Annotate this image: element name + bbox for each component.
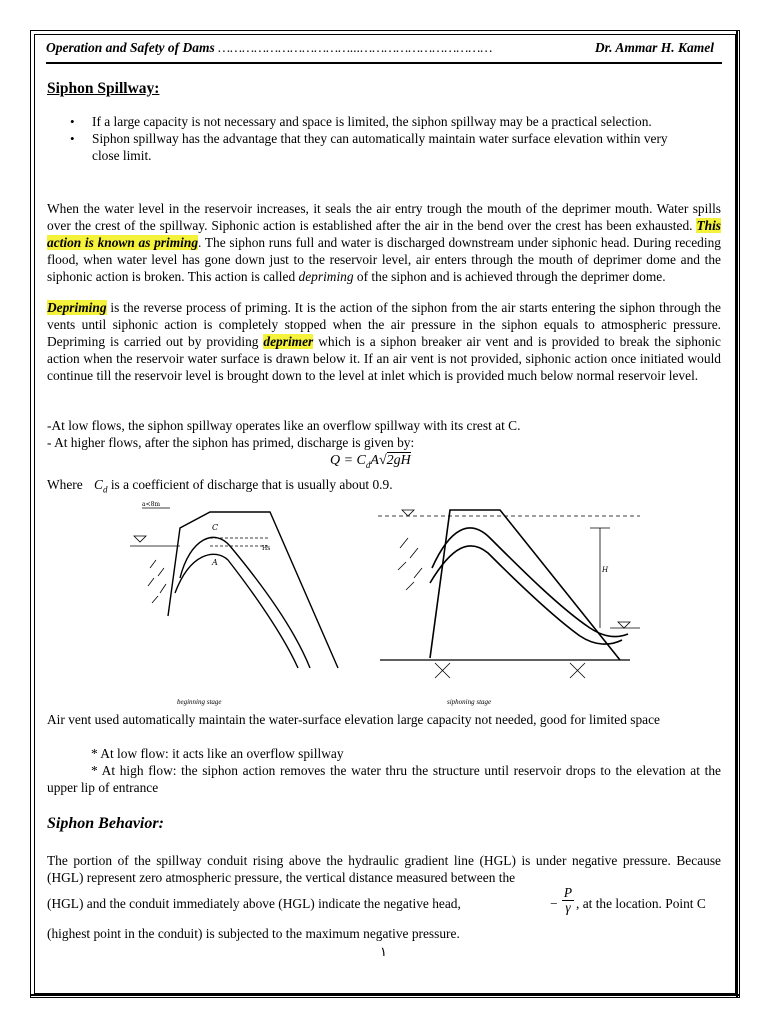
- negative-head-pre: (HGL) and the conduit immediately above (HGL) indicate the negative head,: [47, 896, 461, 911]
- equation-sub: d: [365, 459, 371, 470]
- where-pre: Where: [47, 477, 87, 492]
- label-c-left: C: [212, 523, 219, 532]
- priming-text-2: . The siphon runs full and water is discharged downstream under siphonic head. During receding flood, when water level has gone down just to the reservoir level, air enters through the mouth of deprimer dome and the siphonic action is broken. This action is called: [47, 235, 721, 284]
- depriming-highlight: Depriming: [47, 300, 107, 315]
- discharge-equation: $Q = C_dA√2gH$: [330, 453, 411, 470]
- paragraph-low-flows: -At low flows, the siphon spillway operates like an overflow spillway with its crest at C.: [47, 418, 521, 433]
- bullet-item-1: • If a large capacity is not necessary and space is limited, the siphon spillway may be a practical selection.: [72, 113, 692, 130]
- page-title: Siphon Spillway:: [47, 80, 160, 97]
- page-border-shadow-bottom: [30, 994, 740, 998]
- label-h: H: [602, 566, 609, 574]
- paragraph-negative-head: (HGL) and the conduit immediately above (HGL) indicate the negative head, − $\frac{P}{\gamma}$ , at the location. Point C: [47, 885, 706, 915]
- depriming-text-2: which is a siphon breaker air vent and is provided to break the siphonic action when the reservoir water surface is drawn below it. If an air vent is not provided, siphonic action once initiated would continue till the reservoir level is brought down to the level at inlet which is provided much below normal reservoir level.: [47, 334, 722, 383]
- priming-text-3: of the siphon and is achieved through the deprimer dome.: [353, 269, 666, 284]
- caption-siphoning-stage: siphoning stage: [447, 698, 492, 706]
- paragraph-depriming: [47, 299, 721, 384]
- equation-lhs: Q = C: [330, 453, 366, 468]
- equation-area: A: [370, 453, 379, 468]
- label-a-left: A: [212, 558, 218, 567]
- figure-beginning-stage: [120, 498, 350, 698]
- paragraph-where: [47, 476, 721, 499]
- paragraph-hgl: The portion of the spillway conduit rising above the hydraulic gradient line (HGL) is under negative pressure. Because (HGL) represent zero atmospheric pressure, the vertical distance measured between the: [47, 853, 721, 885]
- paragraph-air-vent: Air vent used automatically maintain the water-surface elevation large capacity not needed, good for limited space: [47, 712, 660, 727]
- paragraph-point-c: (highest point in the conduit) is subjected to the maximum negative pressure.: [47, 926, 460, 941]
- running-header: [46, 40, 722, 64]
- where-symbol: C: [94, 477, 103, 492]
- paragraph-high-flows: - At higher flows, after the siphon has primed, discharge is given by:: [47, 435, 415, 450]
- depriming-italic: depriming: [298, 269, 354, 284]
- label-hs: Hs: [262, 545, 271, 552]
- header-author: Dr. Ammar H. Kamel: [594, 40, 714, 55]
- header-dots: ……………………………...……………………………: [218, 40, 493, 55]
- page-number: ١: [380, 944, 387, 959]
- section-title-siphon-behavior: Siphon Behavior:: [47, 815, 164, 832]
- depriming-text-1: is the reverse process of priming. It is the action of the siphon from the air starts entering the siphon through the vents until siphonic action is completely stopped when the air pressure in the siphon equals to atmospheric pressure. Depriming is carried out by providing: [47, 300, 721, 349]
- where-sub: d: [102, 484, 108, 495]
- where-post: is a coefficient of discharge that is usually about 0.9.: [107, 477, 393, 492]
- deprimer-highlight: deprimer: [263, 334, 314, 349]
- paragraph-priming: [47, 200, 721, 285]
- paragraph-high-flow: * At high flow: the siphon action removes the water thru the structure until reservoir drops to the elevation at the upper lip of entrance: [47, 763, 721, 795]
- caption-beginning-stage: beginning stage: [177, 698, 222, 706]
- fraction-p-gamma: [562, 886, 574, 915]
- negative-head-post: , at the location. Point C: [576, 896, 706, 911]
- label-a8: a<8m: [142, 501, 161, 508]
- equation-root: 2gH: [386, 453, 411, 468]
- bullet-list: [72, 113, 692, 164]
- header-course: Operation and Safety of Dams: [46, 40, 215, 55]
- fraction-denominator: γ: [565, 900, 571, 915]
- paragraph-low-flow: * At low flow: it acts like an overflow spillway: [91, 746, 344, 761]
- figure-siphoning-stage: [370, 498, 660, 698]
- bullet-item-2: • Siphon spillway has the advantage that they can automatically maintain water surface elevation within very close limit.: [72, 130, 692, 164]
- fraction-numerator: P: [563, 885, 573, 900]
- page-border-shadow-right: [736, 30, 740, 998]
- priming-highlight: This action is known as priming: [47, 218, 721, 250]
- priming-text-1: When the water level in the reservoir increases, it seals the air entry trough the mouth of the deprimer mouth. Water spills over the crest of the spillway. Siphonic action is established after the air in the bend over the crest has been exhausted.: [47, 201, 721, 233]
